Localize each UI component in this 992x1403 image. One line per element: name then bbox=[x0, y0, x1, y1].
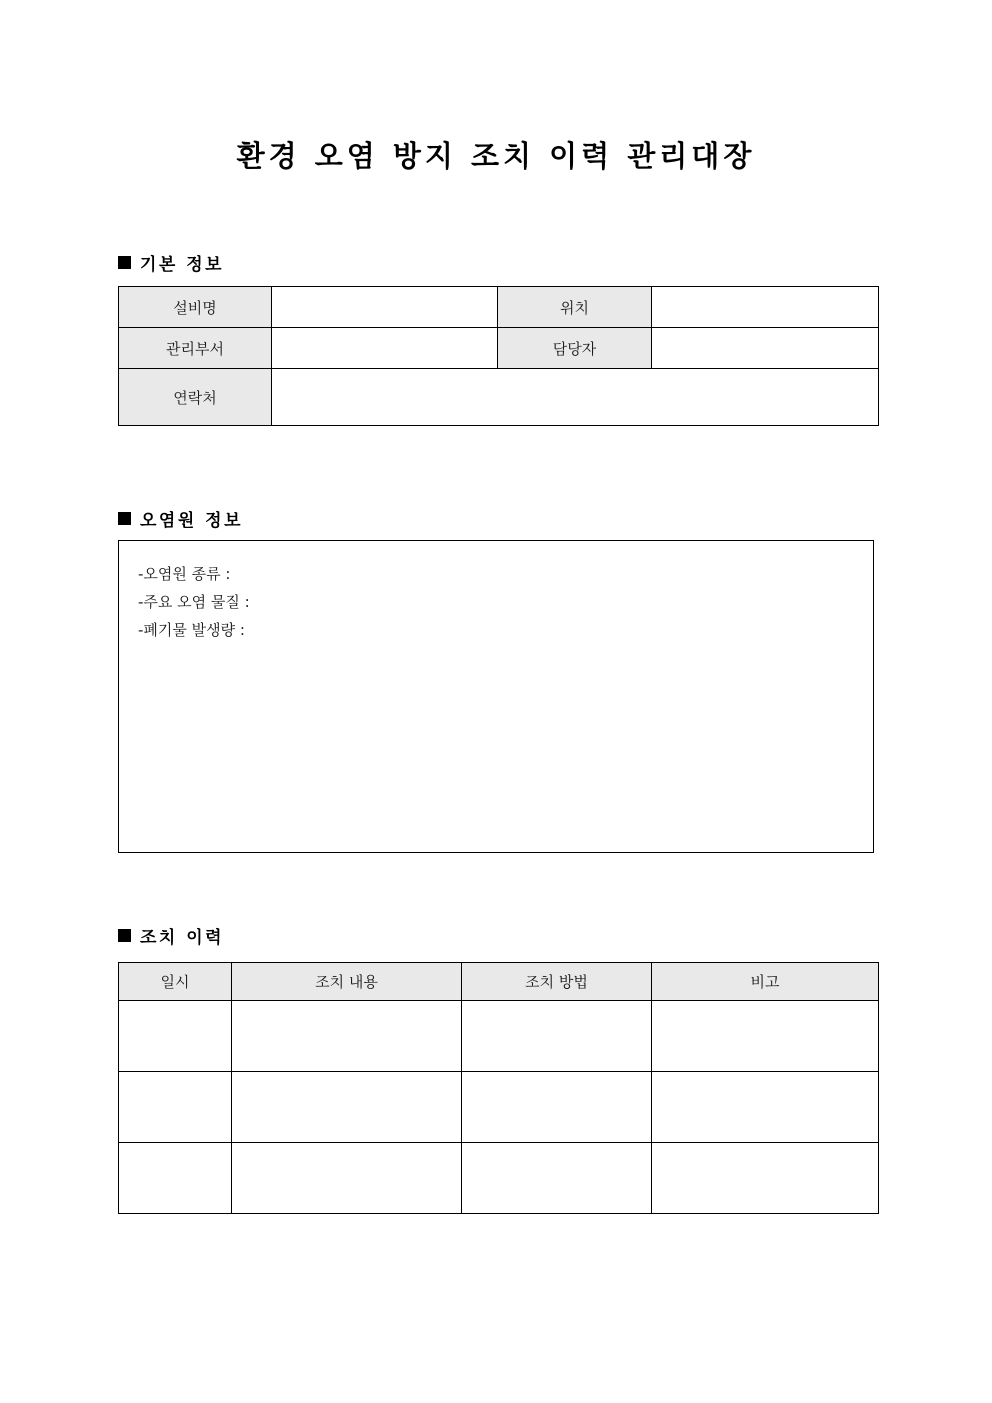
field-location[interactable] bbox=[652, 287, 879, 328]
section-heading-action-history bbox=[118, 923, 224, 948]
section-heading-basic-info-label: 기본 정보 bbox=[140, 255, 225, 275]
column-header-date: 일시 bbox=[119, 963, 232, 1001]
label-equipment-name: 설비명 bbox=[119, 287, 272, 328]
cell-action-method[interactable] bbox=[462, 1001, 652, 1072]
cell-remark[interactable] bbox=[652, 1072, 879, 1143]
square-bullet-icon bbox=[118, 929, 131, 942]
field-managing-department[interactable] bbox=[272, 328, 498, 369]
cell-action-method[interactable] bbox=[462, 1072, 652, 1143]
page-title: 환경 오염 방지 조치 이력 관리대장 bbox=[236, 139, 756, 173]
cell-action-content[interactable] bbox=[232, 1001, 462, 1072]
pollution-source-box[interactable] bbox=[118, 540, 874, 853]
cell-remark[interactable] bbox=[652, 1001, 879, 1072]
cell-date[interactable] bbox=[119, 1143, 232, 1214]
table-row bbox=[119, 1072, 879, 1143]
section-heading-action-history-label: 조치 이력 bbox=[140, 928, 225, 948]
label-managing-department: 관리부서 bbox=[119, 328, 272, 369]
cell-date[interactable] bbox=[119, 1072, 232, 1143]
label-person-in-charge: 담당자 bbox=[498, 328, 652, 369]
column-header-remark: 비고 bbox=[652, 963, 879, 1001]
cell-date[interactable] bbox=[119, 1001, 232, 1072]
label-location: 위치 bbox=[498, 287, 652, 328]
table-row bbox=[119, 328, 879, 369]
cell-remark[interactable] bbox=[652, 1143, 879, 1214]
pollution-source-type-line: -오염원 종류 : bbox=[138, 565, 231, 583]
cell-action-method[interactable] bbox=[462, 1143, 652, 1214]
section-heading-pollution-source-label: 오염원 정보 bbox=[140, 511, 244, 531]
cell-action-content[interactable] bbox=[232, 1072, 462, 1143]
column-header-action-method: 조치 방법 bbox=[462, 963, 652, 1001]
pollution-source-lines bbox=[119, 541, 873, 644]
table-row bbox=[119, 1143, 879, 1214]
column-header-action-content: 조치 내용 bbox=[232, 963, 462, 1001]
action-history-table bbox=[118, 962, 879, 1214]
section-heading-pollution-source bbox=[118, 506, 243, 531]
cell-action-content[interactable] bbox=[232, 1143, 462, 1214]
square-bullet-icon bbox=[118, 256, 131, 269]
field-contact[interactable] bbox=[272, 369, 879, 426]
basic-info-table bbox=[118, 286, 879, 426]
table-row bbox=[119, 369, 879, 426]
field-equipment-name[interactable] bbox=[272, 287, 498, 328]
square-bullet-icon bbox=[118, 512, 131, 525]
table-header-row bbox=[119, 963, 879, 1001]
waste-generation-line: -폐기물 발생량 : bbox=[138, 621, 245, 639]
field-person-in-charge[interactable] bbox=[652, 328, 879, 369]
main-pollutant-line: -주요 오염 물질 : bbox=[138, 593, 250, 611]
table-row bbox=[119, 1001, 879, 1072]
label-contact: 연락처 bbox=[119, 369, 272, 426]
section-heading-basic-info bbox=[118, 250, 224, 275]
table-row bbox=[119, 287, 879, 328]
